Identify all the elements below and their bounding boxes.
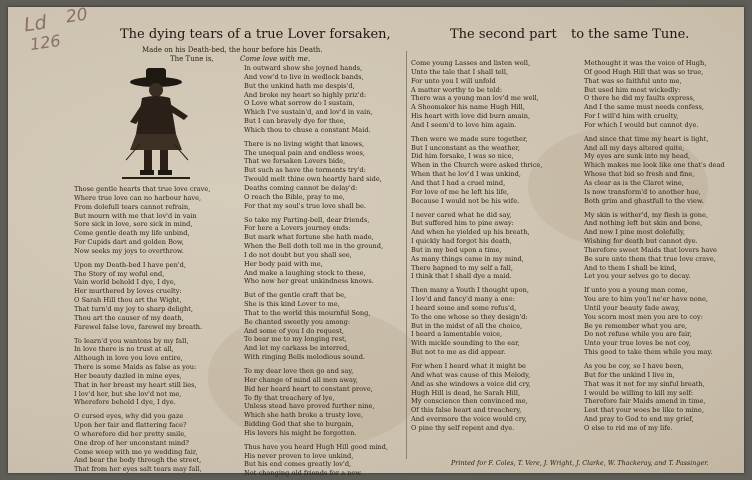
- verse-line: Bidding God that she to burgain,: [244, 420, 354, 429]
- verse-line: Come gentle death my life unbind,: [74, 229, 190, 238]
- verse-line: You scorn most men you are to coy:: [584, 312, 703, 321]
- verse-line: For Cupids dart and golden Bow,: [74, 238, 184, 247]
- verse-line: But his end comes greatly lov'd,: [244, 460, 352, 469]
- verse-line: But not to me as did appear.: [411, 348, 506, 357]
- verse-line: And I seem'd to love him again.: [411, 120, 517, 129]
- verse-line: His heart with love did burn amain,: [411, 112, 531, 121]
- verse-line: O Sarah Hill thou art the Wight,: [74, 296, 182, 305]
- verse-line: But of the gentle craft that be,: [244, 291, 347, 300]
- verse-line: But in the midst of all the choice,: [411, 321, 523, 330]
- verse-line: To the one whose so they design'd:: [411, 312, 528, 321]
- verse-line: I heard a lamentable voice,: [411, 330, 503, 339]
- verse-line: O reach the Bible, pray to me,: [244, 192, 345, 201]
- verse-line: If unto you a young man come,: [584, 286, 688, 295]
- verse-line: That from her eyes salt tears may fall,: [74, 465, 202, 474]
- verse-line: When in the Church were asked thrice,: [411, 161, 543, 170]
- verse-line: Therefore fair Maids amend in time,: [584, 397, 706, 406]
- verse-line: Of good Hugh Hill that was so true,: [584, 67, 704, 76]
- handwritten-mark: 126: [28, 30, 62, 55]
- verse-line: My skin is wither'd, my flesh is gone,: [584, 210, 709, 219]
- verse-line: And bear the body through the street,: [74, 456, 202, 465]
- verse-line: And to them I shall be kind,: [584, 263, 677, 272]
- verse-line: As you be coy, so I have been,: [584, 362, 684, 370]
- verse-line: O there he did my faults express,: [584, 94, 696, 103]
- verse-line: But such as have the torments try'd:: [244, 166, 366, 175]
- verse-line: That turn'd my joy to sharp delight,: [74, 304, 193, 313]
- verse-line: Sore sick in love, sore sick in mind,: [74, 220, 193, 229]
- verse-line: Farewel false love, farewel my breath.: [74, 322, 203, 331]
- verse-line: O Love what sorrow do I sustain,: [244, 99, 355, 108]
- verse-line: There is no living wight that knows,: [244, 139, 365, 148]
- verse-line: O wherefore did her pretty smile,: [74, 429, 187, 438]
- verse-line: Her body paid with me,: [244, 259, 323, 268]
- verse-line: And some of you I do request,: [244, 326, 345, 335]
- verse-line: Methought it was the voice of Hugh,: [584, 59, 707, 67]
- tune-name: Come love with me.: [240, 55, 311, 63]
- verse-line: Hugh Hill is dead, he Sarah Hill,: [411, 388, 521, 397]
- verse-line: Be sure unto them that true love crave,: [584, 254, 716, 263]
- verse-line: Be chanted sweetly you among:: [244, 317, 351, 326]
- verse-line: Although in love you love entire,: [74, 354, 183, 363]
- verse-line: Then many a Youth I thought upon,: [411, 286, 529, 295]
- verse-line: One drop of her unconstant mind?: [74, 438, 189, 447]
- verse-line: Which she hath broke a trusty love,: [244, 411, 364, 420]
- verse-line: Both grim and ghastfull to the view.: [584, 196, 704, 205]
- ballad-title-right: to the same Tune.: [571, 27, 690, 42]
- verse-line: And all my days altered quite,: [584, 143, 685, 152]
- ballad-column-4: [584, 59, 740, 457]
- verse-line: Not changing old friends for a new.: [244, 469, 363, 478]
- verse-line: Vain world behold I dye, I dye,: [74, 278, 176, 287]
- verse-line: In love there is no trust at all,: [74, 345, 174, 354]
- verse-line: Her beauty dazled in mine eyes,: [74, 371, 182, 380]
- verse-line: I would be willing to kill my self:: [584, 388, 694, 397]
- verse-line: When that he lov'd I was unkind,: [411, 170, 521, 179]
- verse-line: With mickle sounding to the ear,: [411, 339, 520, 348]
- verse-line: Those gentle hearts that true love crave,: [74, 185, 211, 193]
- verse-line: For unto you I will unfold: [411, 76, 496, 85]
- verse-line: From dolefull tears cannot refrain,: [74, 202, 191, 211]
- verse-line: Bid her heard heart to constant prove,: [244, 384, 373, 393]
- verse-line: You are to him you'l ne'er have none,: [584, 295, 709, 304]
- verse-line: Is now transform'd to another hue,: [584, 187, 701, 196]
- verse-line: Come weep with me ye wedding fair,: [74, 447, 198, 456]
- verse-line: The unequal pain and endless woes,: [244, 148, 365, 157]
- verse-line: But for the unkind I live in,: [584, 370, 675, 379]
- verse-line: Her change of mind all men away,: [244, 375, 358, 384]
- verse-line: I do not doubt but you shall see,: [244, 250, 352, 259]
- verse-line: I heard some and some refus'd,: [411, 303, 517, 312]
- verse-line: And let my carkass be interred,: [244, 344, 350, 353]
- verse-line: Do not refuse while you are fair,: [584, 330, 692, 339]
- verse-line: O cursed eyes, why did you gaze: [74, 412, 184, 421]
- verse-line: A Shoomaker his name Hugh Hill,: [411, 103, 525, 112]
- verse-line: But used him most wickedly:: [584, 85, 681, 94]
- verse-line: O pine thy self repent and dye.: [411, 423, 515, 432]
- verse-line: Which I've sustain'd, and lov'd in vain,: [244, 108, 373, 117]
- verse-line: That was it not for my sinful breath,: [584, 379, 705, 388]
- verse-line: In outward show she joyned hands,: [244, 64, 363, 72]
- verse-line: Until your beauty fade away,: [584, 303, 680, 312]
- verse-line: And that I had a cruel mind,: [411, 178, 506, 187]
- verse-line: As clear as is the Claret wine,: [584, 178, 684, 187]
- ballad-column-3: [411, 59, 581, 457]
- verse-line: I lov'd her, but she lov'd not me,: [74, 389, 182, 398]
- verse-line: Whose that bid so fresh and fine,: [584, 170, 695, 179]
- verse-line: With ringing Bells melodious sound.: [244, 353, 366, 362]
- verse-line: And evermore the voice would cry,: [411, 415, 527, 424]
- verse-line: Who now her great unkindness knows.: [244, 277, 374, 286]
- verse-line: O else to rid me of my life.: [584, 423, 673, 432]
- verse-line: This good to take them while you may.: [584, 348, 713, 357]
- verse-line: Wishing for death but cannot dye.: [584, 237, 698, 246]
- verse-line: That to the world this mournful Song,: [244, 308, 371, 317]
- verse-line: Come young Lasses and listen well,: [411, 59, 531, 67]
- verse-line: For which I would but cannot dye.: [584, 120, 699, 129]
- verse-line: Lest that your woes be like to mine,: [584, 406, 704, 415]
- verse-line: I never cared what he did say,: [411, 210, 512, 219]
- verse-line: To my dear love then go and say,: [244, 367, 354, 375]
- verse-line: His never proven to love unkind,: [244, 451, 354, 460]
- verse-line: To bear me to my longing rest,: [244, 335, 347, 344]
- verse-line: Unto the tale that I shall tell,: [411, 67, 509, 76]
- verse-line: But mourn with me that lov'd in vain: [74, 211, 197, 220]
- verse-line: My conscience then convinced me,: [411, 397, 528, 406]
- verse-line: For that my soul's true love shall be.: [244, 201, 367, 210]
- verse-line: She is this kind Lover to me,: [244, 300, 340, 309]
- verse-line: And since that time my heart is light,: [584, 134, 709, 143]
- verse-line: Upon her fair and flattering face?: [74, 421, 187, 430]
- verse-line: Which thou to chuse a constant Maid.: [244, 125, 371, 134]
- verse-line: Let you your selves go to decay.: [584, 272, 691, 281]
- verse-line: My eyes are sunk into my head,: [584, 152, 691, 161]
- verse-line: The Story of my woful end,: [74, 269, 165, 278]
- verse-line: Unto your true loves be not coy,: [584, 339, 691, 348]
- verse-line: I think that I shall dye a maid.: [411, 272, 512, 281]
- verse-line: Of this false heart and treachery,: [411, 406, 522, 415]
- verse-line: And I the same must needs confess,: [584, 103, 704, 112]
- verse-line: Her murthered by loves cruelty:: [74, 287, 182, 296]
- verse-line: For love of me he left his life,: [411, 187, 509, 196]
- verse-line: But I unconstant as the weather,: [411, 143, 521, 152]
- verse-line: Then were we made sure together,: [411, 134, 528, 143]
- verse-line: And what was cause of this Melody,: [411, 370, 531, 379]
- verse-line: Where true love can no harbour have,: [74, 193, 202, 202]
- verse-line: To fly that treachery of lye,: [244, 393, 335, 402]
- verse-line: Did him forsake, I was so nice,: [411, 152, 514, 161]
- verse-line: I lov'd and fancy'd many a one:: [411, 295, 515, 304]
- verse-line: There was a young man lov'd me well,: [411, 94, 539, 103]
- verse-line: Deaths coming cannot be delay'd:: [244, 183, 358, 192]
- verse-line: Thus have you heard Hugh Hill good mind,: [244, 442, 388, 451]
- verse-line: Because I would not be his wife.: [411, 196, 520, 205]
- tune-label: The Tune is,: [170, 55, 214, 63]
- verse-line: So take my Parting-bell, dear friends,: [244, 215, 370, 224]
- subtitle: Made on his Death-bed, the hour before his Death.: [142, 46, 323, 54]
- verse-line: And as she windows a voice did cry,: [411, 379, 531, 388]
- verse-line: But suffered him to pine away:: [411, 219, 514, 228]
- ballad-column-2: [244, 64, 402, 478]
- verse-line: But I can bravely dye for thee,: [244, 117, 346, 126]
- ballad-column-1: [74, 185, 240, 474]
- handwritten-mark: Ld: [22, 11, 49, 37]
- ballad-title-left: The dying tears of a true Lover forsaken,: [120, 27, 391, 42]
- verse-line: And nothing left but skin and bone,: [584, 219, 703, 228]
- verse-line: Wherefore behold I dye, I dye.: [74, 398, 176, 407]
- verse-line: When the Bell doth toll me in the ground,: [244, 242, 384, 251]
- verse-line: Upon my Death-bed I have pen'd,: [74, 260, 186, 269]
- verse-line: That we forsaken Lovers bide,: [244, 157, 346, 166]
- verse-line: And now I pine most dolefully,: [584, 228, 685, 237]
- verse-line: But mark what fortune she hath made,: [244, 233, 374, 242]
- verse-line: Thou art the causer of my death,: [74, 313, 184, 322]
- verse-line: That in her breast my heart still lies,: [74, 380, 197, 389]
- verse-line: As many things came in my mind,: [411, 254, 524, 263]
- verse-line: There hapned to my self a fall,: [411, 263, 513, 272]
- column-divider: [406, 51, 407, 459]
- ballad-title-second-part: The second part: [450, 27, 557, 42]
- verse-line: Unless stead have proved further nine,: [244, 402, 375, 411]
- verse-line: And make a laughing stock to these,: [244, 268, 366, 277]
- woodcut-man-icon: [116, 64, 196, 182]
- verse-line: But the unkind hath me despis'd,: [244, 81, 355, 90]
- verse-line: There is some Maids as false as you:: [74, 363, 197, 372]
- handwritten-mark: 20: [64, 4, 89, 28]
- verse-line: For I will'd him with cruelty,: [584, 112, 679, 121]
- verse-line: Therefore sweet Maids that lovers have: [584, 245, 717, 254]
- verse-line: And vow'd to live in wedlock bands,: [244, 72, 364, 81]
- verse-line: And when he yielded up his breath,: [411, 228, 530, 237]
- verse-line: Twould melt thine own heartly hard side,: [244, 175, 382, 184]
- verse-line: A matter worthy to be told:: [411, 85, 503, 94]
- verse-line: Which makes me look like one that's dead: [584, 161, 725, 170]
- verse-line: That was so faithful unto me,: [584, 76, 682, 85]
- verse-line: But in my bed upon a time,: [411, 245, 502, 254]
- verse-line: Be ye remember what you are,: [584, 321, 688, 330]
- verse-line: And broke my heart so highly priz'd:: [244, 90, 367, 99]
- verse-line: I quickly had forgot his death,: [411, 237, 512, 246]
- broadside-sheet: [8, 4, 744, 478]
- verse-line: His lovers his might be forgotten.: [244, 428, 357, 437]
- verse-line: And pray to God to end my grief,: [584, 415, 694, 424]
- printer-imprint: Printed for F. Coles, T. Vere, J. Wright, J. Clarke, W. Thackeray, and T. Passinger.: [451, 459, 709, 467]
- verse-line: For here a Lovers journey ends:: [244, 224, 351, 233]
- verse-line: To learn'd you wantons by my fall,: [74, 336, 189, 345]
- verse-line: For when I heard what it might be: [411, 362, 526, 370]
- verse-line: Now seeks my joys to overthrow.: [74, 246, 184, 255]
